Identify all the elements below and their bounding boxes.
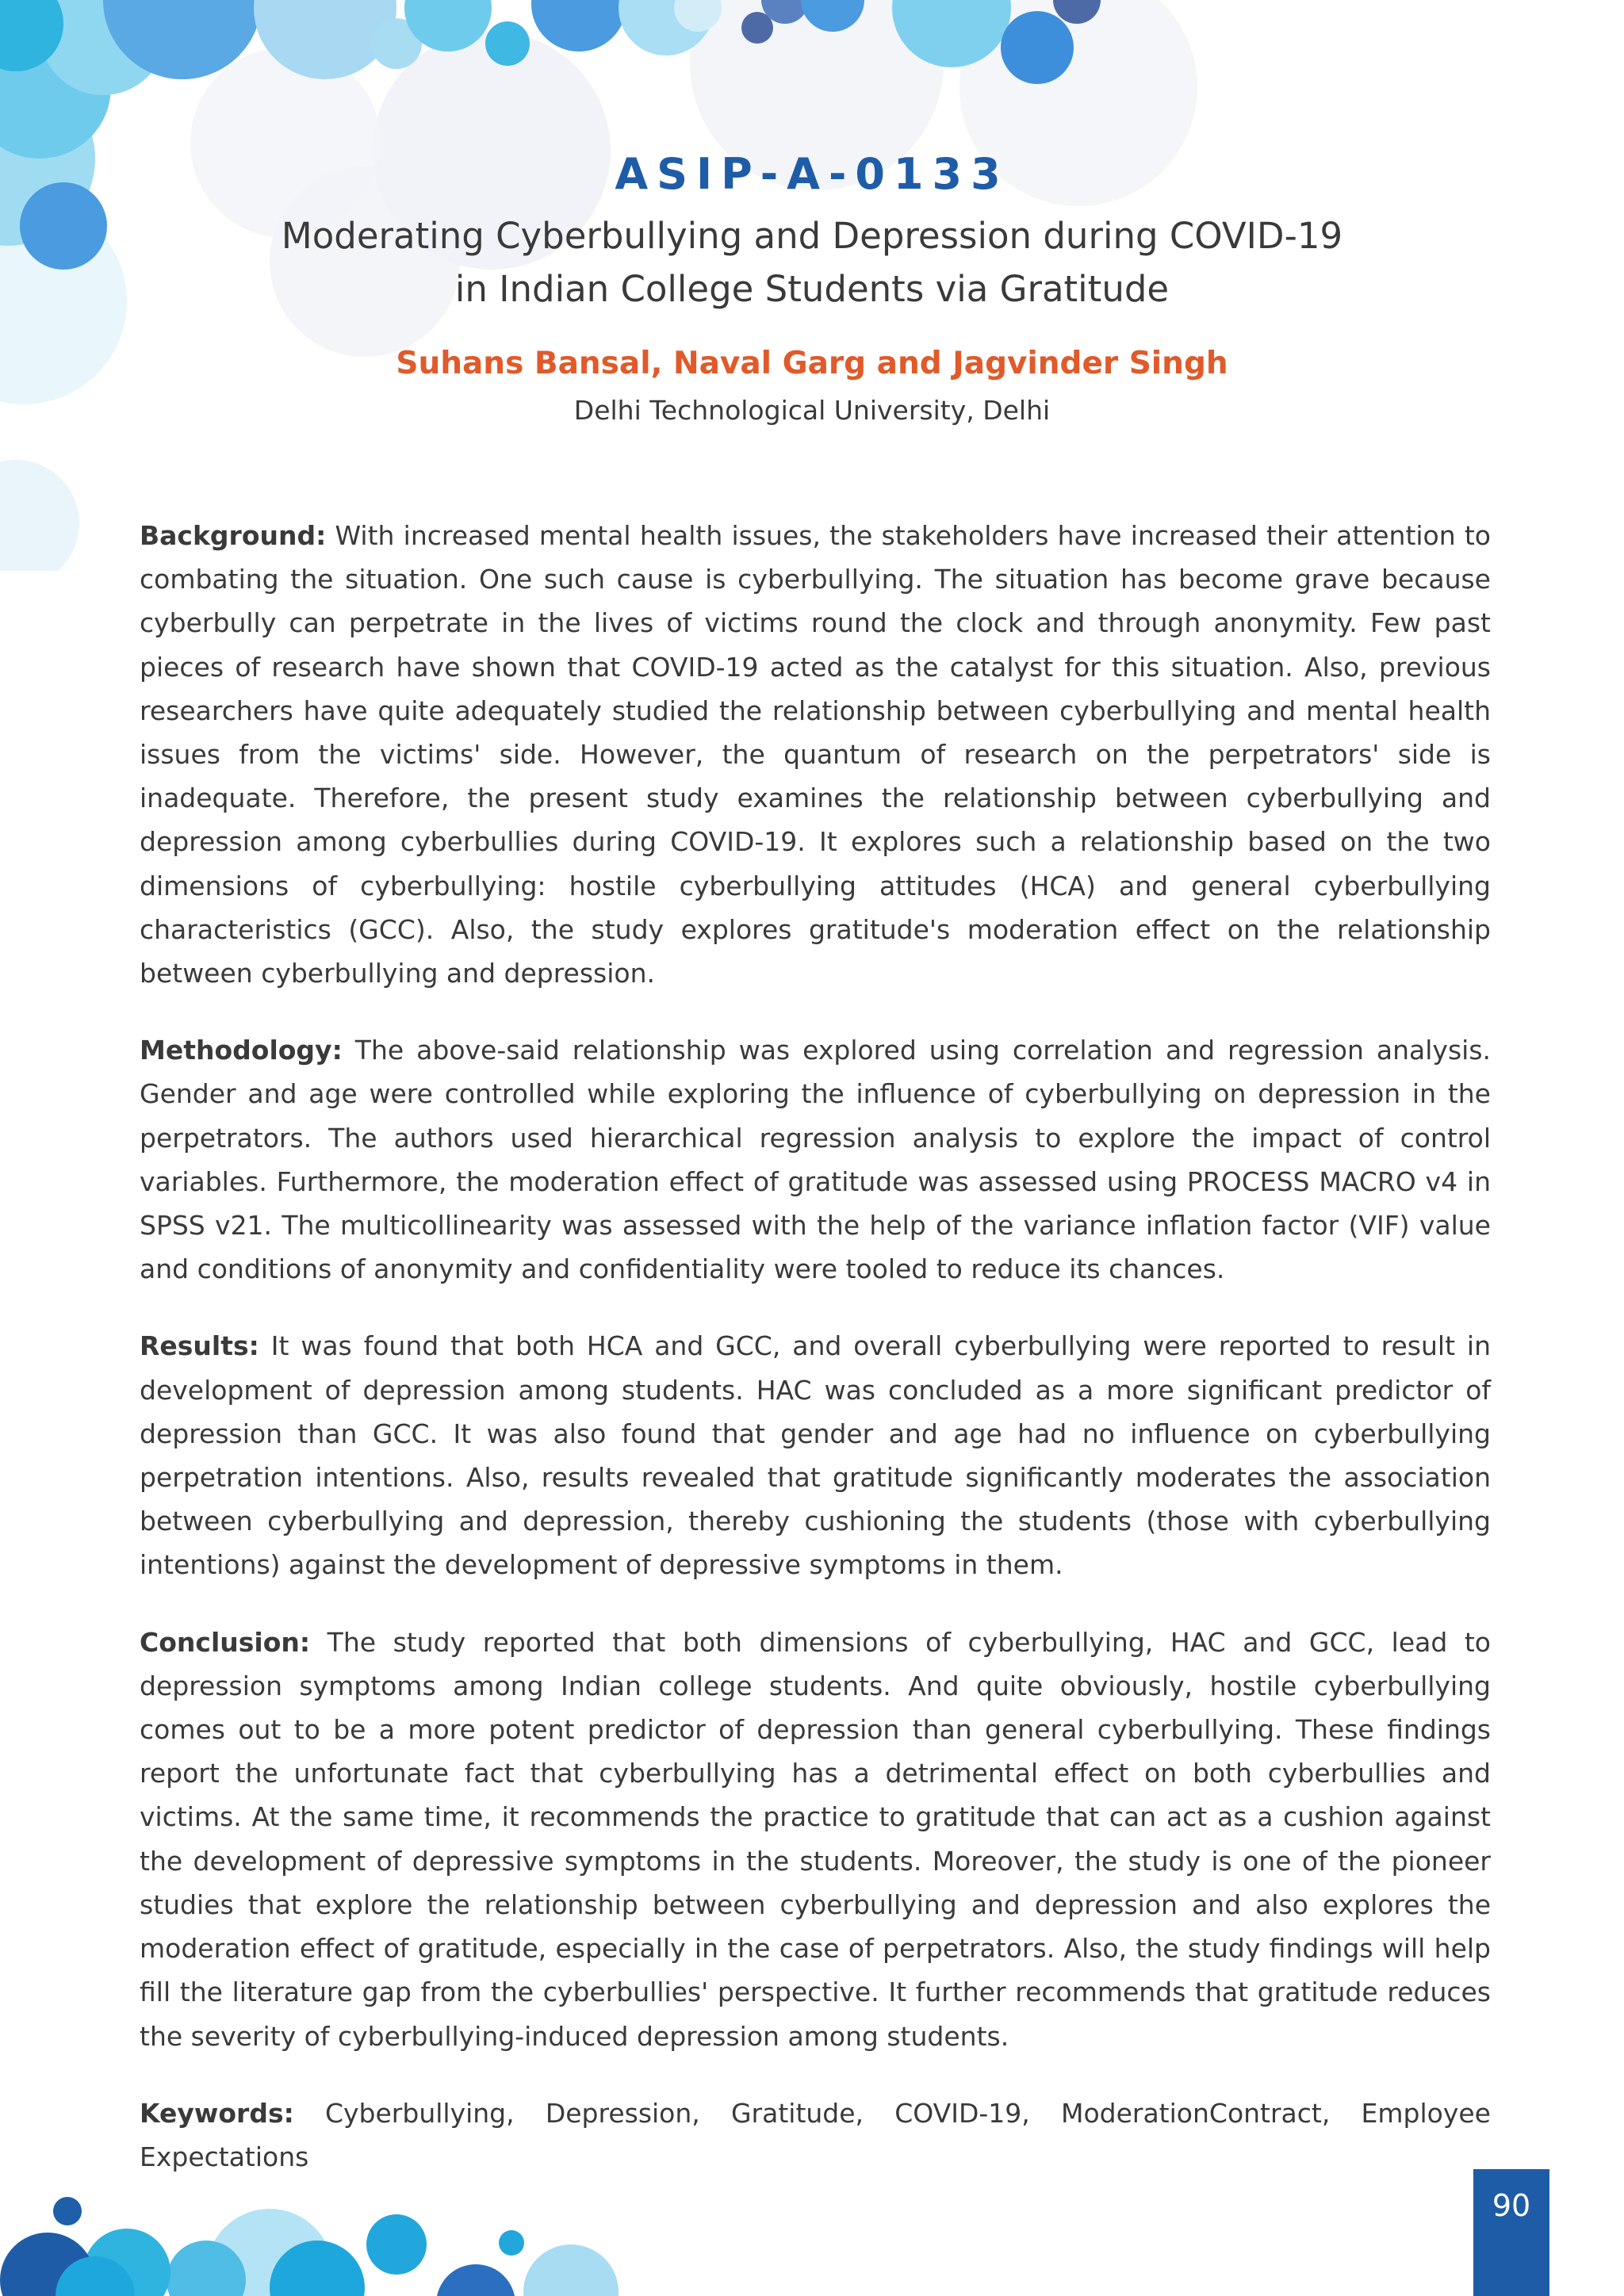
authors: Suhans Bansal, Naval Garg and Jagvinder Singh — [396, 346, 1228, 381]
title-line-2: in Indian College Students via Gratitude — [454, 268, 1170, 310]
affiliation: Delhi Technological University, Delhi — [573, 395, 1051, 426]
abstract-body — [140, 514, 1491, 2212]
background-paragraph — [140, 514, 1491, 995]
conclusion-label: Conclusion: — [140, 1626, 311, 1658]
methodology-text: The above-said relationship was explored using correlation and regression analysis. Gender and age were controlled while exploring the influence of cyberbullying on depression in the perpetrators. The authors used hierarchical regression analysis to explore the impact of control variables. Furthermore, the moderation effect of gratitude was assessed using PROCESS MACRO v4 in SPSS v21. The multicollinearity was assessed with the help of the variance inflation factor (VIF) value and conditions of anonymity and confidentiality were tooled to reduce its chances. — [140, 1035, 1491, 1285]
results-text: It was found that both HCA and GCC, and overall cyberbullying were reported to result in development of depression among students. HAC was concluded as a more significant predictor of depression than GCC. It was also found that gender and age had no influence on cyberbullying perpetration intentions. Also, results revealed that gratitude significantly moderates the association between cyberbullying and depression, thereby cushioning the students (those with cyberbullying intentions) against the development of depressive symptoms in them. — [140, 1330, 1491, 1581]
results-paragraph — [140, 1324, 1491, 1586]
conclusion-paragraph — [140, 1621, 1491, 2058]
title-line-1: Moderating Cyberbullying and Depression during COVID-19 — [281, 215, 1343, 257]
methodology-paragraph — [140, 1028, 1491, 1291]
background-label: Background: — [140, 520, 327, 551]
keywords-paragraph — [140, 2091, 1491, 2179]
abstract-title — [201, 209, 1423, 316]
page-number: 90 — [1473, 2169, 1549, 2296]
results-label: Results: — [140, 1330, 259, 1362]
keywords-label: Keywords: — [140, 2097, 294, 2129]
abstract-code: ASIP-A-0133 — [615, 149, 1009, 199]
keywords-text: Cyberbullying, Depression, Gratitude, COVID-19, ModerationContract, Employee Expectations — [140, 2097, 1491, 2172]
methodology-label: Methodology: — [140, 1035, 343, 1066]
background-text: With increased mental health issues, the stakeholders have increased their attention to combating the situation. One such cause is cyberbullying. The situation has become grave because cyberbully can perpetrate in the lives of victims round the clock and through anonymity. Few past pieces of research have shown that COVID-19 acted as the catalyst for this situation. Also, previous researchers have quite adequately studied the relationship between cyberbullying and mental health issues from the victims' side. However, the quantum of research on the perpetrators' side is inadequate. Therefore, the present study examines the relationship between cyberbullying and depression among cyberbullies during COVID-19. It explores such a relationship based on the two dimensions of cyberbullying: hostile cyberbullying attitudes (HCA) and general cyberbullying characteristics (GCC). Also, the study explores gratitude's moderation effect on the relationship between cyberbullying and depression. — [140, 520, 1491, 989]
conclusion-text: The study reported that both dimensions of cyberbullying, HAC and GCC, lead to depression symptoms among Indian college students. And quite obviously, hostile cyberbullying comes out to be a more potent predictor of depression than general cyberbullying. These findings report the unfortunate fact that cyberbullying has a detrimental effect on both cyberbullies and victims. At the same time, it recommends the practice to gratitude that can act as a cushion against the development of depressive symptoms in the students. Moreover, the study is one of the pioneer studies that explore the relationship between cyberbullying and depression and also explores the moderation effect of gratitude, especially in the case of perpetrators. Also, the study findings will help fill the literature gap from the cyberbullies' perspective. It further recommends that gratitude reduces the severity of cyberbullying-induced depression among students. — [140, 1626, 1491, 2052]
